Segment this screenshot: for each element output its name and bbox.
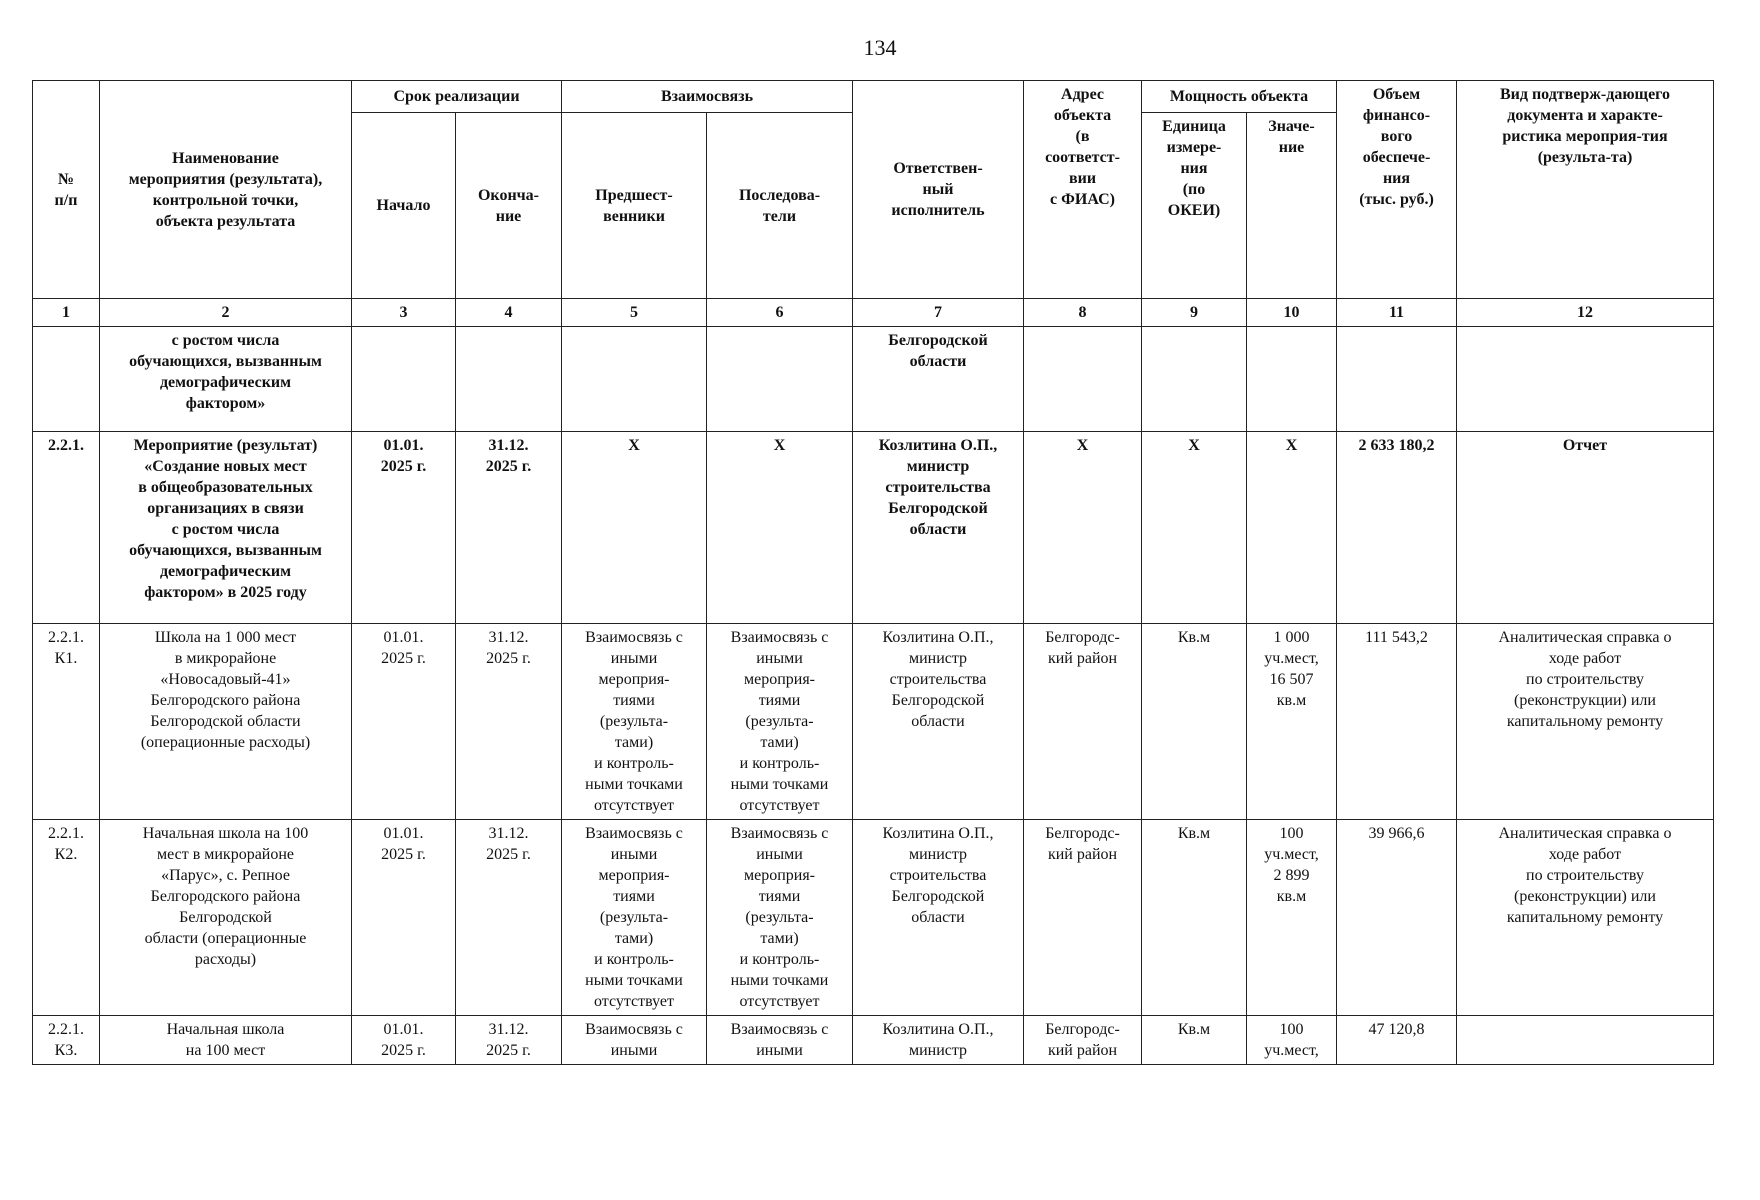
row-predecessors: Взаимосвязь с иными мероприя- тиями (результа- тами) и контроль- ными точками отсутствует <box>562 820 707 1016</box>
row-successors <box>707 327 853 432</box>
table-row <box>33 327 1714 432</box>
row-responsible: Козлитина О.П., министр строительства Белгородской области <box>853 432 1024 624</box>
row-num: 2.2.1. К2. <box>33 820 100 1016</box>
row-document <box>1457 1016 1714 1065</box>
header-capacity-group: Мощность объекта <box>1142 81 1337 113</box>
row-unit: Кв.м <box>1142 820 1247 1016</box>
row-predecessors: Взаимосвязь с иными <box>562 1016 707 1065</box>
row-end <box>456 327 562 432</box>
row-value <box>1247 327 1337 432</box>
row-successors: X <box>707 432 853 624</box>
table-row <box>33 820 1714 1016</box>
row-start: 01.01. 2025 г. <box>352 432 456 624</box>
column-number: 6 <box>707 299 853 327</box>
row-num: 2.2.1. К3. <box>33 1016 100 1065</box>
row-address: Белгородс- кий район <box>1024 624 1142 820</box>
header-predecessors: Предшест- венники <box>562 113 707 299</box>
column-number: 11 <box>1337 299 1457 327</box>
header-finance: Объем финансо- вого обеспече- ния (тыс. руб.) <box>1337 81 1457 299</box>
column-number: 1 <box>33 299 100 327</box>
row-unit: Кв.м <box>1142 1016 1247 1065</box>
column-number: 5 <box>562 299 707 327</box>
header-address: Адрес объекта (в соответст- вии с ФИАС) <box>1024 81 1142 299</box>
row-document <box>1457 327 1714 432</box>
row-predecessors <box>562 327 707 432</box>
row-document: Отчет <box>1457 432 1714 624</box>
column-number: 8 <box>1024 299 1142 327</box>
header-period-group: Срок реализации <box>352 81 562 113</box>
row-successors: Взаимосвязь с иными мероприя- тиями (результа- тами) и контроль- ными точками отсутствует <box>707 820 853 1016</box>
row-responsible: Белгородской области <box>853 327 1024 432</box>
header-start: Начало <box>352 113 456 299</box>
row-end: 31.12. 2025 г. <box>456 820 562 1016</box>
row-unit: X <box>1142 432 1247 624</box>
header-num: № п/п <box>33 81 100 299</box>
row-end: 31.12. 2025 г. <box>456 624 562 820</box>
row-num: 2.2.1. К1. <box>33 624 100 820</box>
row-end: 31.12. 2025 г. <box>456 432 562 624</box>
row-successors: Взаимосвязь с иными мероприя- тиями (результа- тами) и контроль- ными точками отсутствует <box>707 624 853 820</box>
row-finance: 39 966,6 <box>1337 820 1457 1016</box>
row-responsible: Козлитина О.П., министр строительства Белгородской области <box>853 624 1024 820</box>
column-number: 10 <box>1247 299 1337 327</box>
row-start: 01.01. 2025 г. <box>352 820 456 1016</box>
row-address: Белгородс- кий район <box>1024 1016 1142 1065</box>
header-name: Наименование мероприятия (результата), контрольной точки, объекта результата <box>100 81 352 299</box>
row-value: 1 000 уч.мест, 16 507 кв.м <box>1247 624 1337 820</box>
column-number: 4 <box>456 299 562 327</box>
header-successors: Последова- тели <box>707 113 853 299</box>
page-number: 134 <box>863 35 897 60</box>
row-finance <box>1337 327 1457 432</box>
row-value: 100 уч.мест, 2 899 кв.м <box>1247 820 1337 1016</box>
row-num: 2.2.1. <box>33 432 100 624</box>
table-row <box>33 1016 1714 1065</box>
table-row <box>33 432 1714 624</box>
row-responsible: Козлитина О.П., министр <box>853 1016 1024 1065</box>
row-finance: 2 633 180,2 <box>1337 432 1457 624</box>
row-name: с ростом числа обучающихся, вызванным демографическим фактором» <box>100 327 352 432</box>
row-value: 100 уч.мест, <box>1247 1016 1337 1065</box>
row-name: Начальная школа на 100 мест <box>100 1016 352 1065</box>
measures-table <box>32 80 1714 1065</box>
row-address: X <box>1024 432 1142 624</box>
header-responsible: Ответствен- ный исполнитель <box>853 81 1024 299</box>
table-row <box>33 624 1714 820</box>
header-value: Значе- ние <box>1247 113 1337 299</box>
row-finance: 111 543,2 <box>1337 624 1457 820</box>
header-end: Оконча- ние <box>456 113 562 299</box>
row-start <box>352 327 456 432</box>
row-value: X <box>1247 432 1337 624</box>
column-number: 7 <box>853 299 1024 327</box>
row-address <box>1024 327 1142 432</box>
row-predecessors: X <box>562 432 707 624</box>
row-num <box>33 327 100 432</box>
row-name: Школа на 1 000 мест в микрорайоне «Новосадовый-41» Белгородского района Белгородской области (операционные расходы) <box>100 624 352 820</box>
column-number: 9 <box>1142 299 1247 327</box>
header-unit: Единица измере- ния (по ОКЕИ) <box>1142 113 1247 299</box>
row-responsible: Козлитина О.П., министр строительства Белгородской области <box>853 820 1024 1016</box>
column-number: 2 <box>100 299 352 327</box>
row-successors: Взаимосвязь с иными <box>707 1016 853 1065</box>
column-number-row <box>33 299 1714 327</box>
row-start: 01.01. 2025 г. <box>352 624 456 820</box>
row-name: Начальная школа на 100 мест в микрорайоне «Парус», с. Репное Белгородского района Белгородской области (операционные расходы) <box>100 820 352 1016</box>
header-relation-group: Взаимосвязь <box>562 81 853 113</box>
header-document: Вид подтверж-дающего документа и характе- ристика мероприя-тия (результа-та) <box>1457 81 1714 299</box>
row-document: Аналитическая справка о ходе работ по строительству (реконструкции) или капитальному ремонту <box>1457 820 1714 1016</box>
row-predecessors: Взаимосвязь с иными мероприя- тиями (результа- тами) и контроль- ными точками отсутствует <box>562 624 707 820</box>
row-unit <box>1142 327 1247 432</box>
row-document: Аналитическая справка о ходе работ по строительству (реконструкции) или капитальному ремонту <box>1457 624 1714 820</box>
row-unit: Кв.м <box>1142 624 1247 820</box>
row-finance: 47 120,8 <box>1337 1016 1457 1065</box>
column-number: 12 <box>1457 299 1714 327</box>
row-name: Мероприятие (результат) «Создание новых мест в общеобразовательных организациях в связи с ростом числа обучающихся, вызванным демографическим фактором» в 2025 году <box>100 432 352 624</box>
row-start: 01.01. 2025 г. <box>352 1016 456 1065</box>
row-address: Белгородс- кий район <box>1024 820 1142 1016</box>
row-end: 31.12. 2025 г. <box>456 1016 562 1065</box>
column-number: 3 <box>352 299 456 327</box>
